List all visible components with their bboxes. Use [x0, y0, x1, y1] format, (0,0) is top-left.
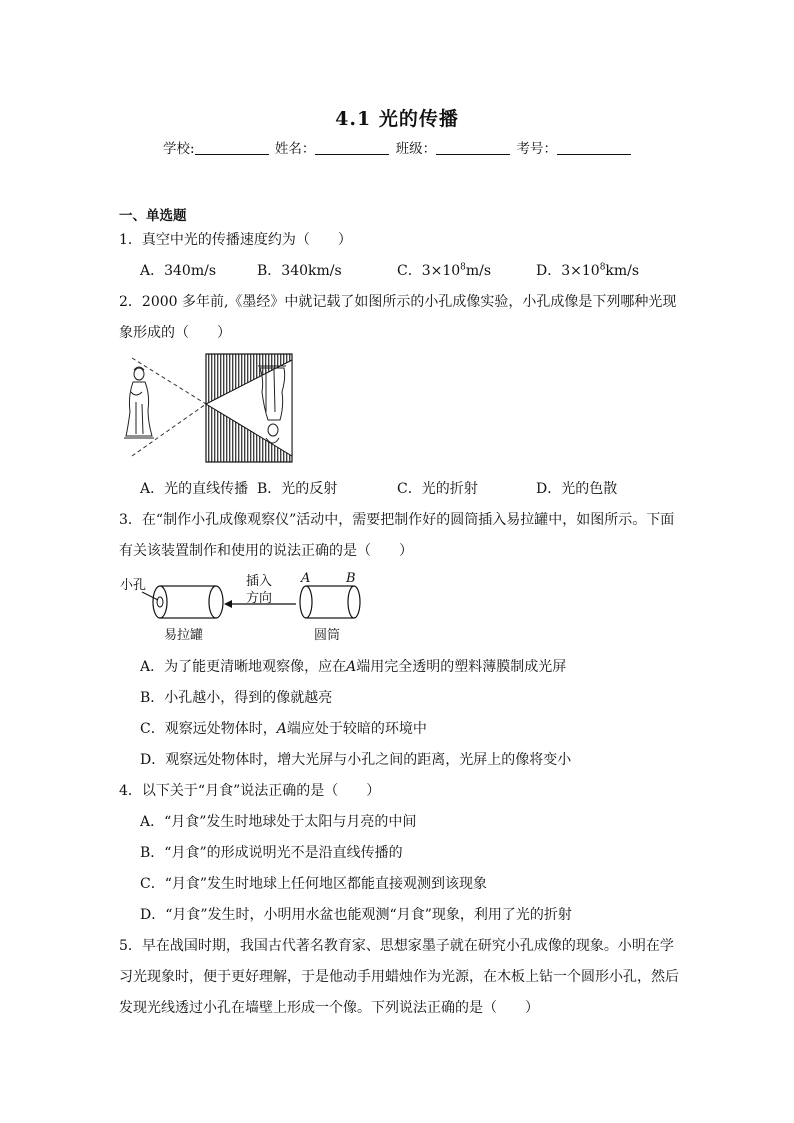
q1-option-b: B．340km/s — [257, 263, 342, 279]
fig-label-tube: 圆筒 — [314, 628, 341, 643]
q3-option-b: B．小孔越小，得到的像就越亮 — [140, 690, 333, 706]
class-label: 班级： — [395, 141, 437, 157]
question-3-stem-line2: 有关该装置制作和使用的说法正确的是（ ） — [119, 543, 413, 559]
question-2-stem-line2: 象形成的（ ） — [119, 325, 231, 341]
q2-option-a: A．光的直线传播 — [140, 481, 249, 497]
question-5-line3: 发现光线透过小孔在墙壁上形成一个像。下列说法正确的是（ ） — [119, 1000, 539, 1016]
question-1-stem: 1．真空中光的传播速度约为（ ） — [119, 232, 352, 248]
page-title: 4.1 光的传播 — [335, 108, 459, 130]
school-blank — [195, 140, 269, 155]
question-5-line1: 5．早在战国时期，我国古代著名教育家、思想家墨子就在研究小孔成像的现象。小明在学 — [119, 938, 674, 954]
q3-option-a: A．为了能更清晰地观察像，应在A端用完全透明的塑料薄膜制成光屏 — [140, 659, 567, 675]
fig-label-can: 易拉罐 — [164, 628, 204, 643]
q1-option-a: A．340m/s — [140, 263, 217, 279]
q4-option-c: C．“月食”发生时地球上任何地区都能直接观测到该现象 — [140, 876, 488, 892]
exam-number-blank — [557, 140, 631, 155]
school-label: 学校: — [163, 141, 195, 157]
q2-option-c: C．光的折射 — [397, 481, 478, 497]
student-info-line — [163, 137, 633, 157]
fig-label-a: A — [301, 571, 311, 586]
name-blank — [315, 140, 389, 155]
question-5-line2: 习光现象时，便于更好理解，于是他动手用蜡烛作为光源，在木板上钻一个圆形小孔，然后 — [119, 969, 679, 985]
name-label: 姓名： — [274, 141, 316, 157]
q2-option-b: B．光的反射 — [257, 481, 338, 497]
question-2-stem-line1: 2．2000 多年前,《墨经》中就记载了如图所示的小孔成像实验，小孔成像是下列哪种光现 — [119, 294, 677, 310]
q1-option-d: D．$3\times 10^8km/s$ — [536, 262, 640, 279]
exam-number-label: 考号： — [516, 141, 557, 157]
fig-label-b: B — [346, 571, 356, 586]
q3-option-c: C．观察远处物体时，A端应处于较暗的环境中 — [140, 721, 427, 737]
q4-option-a: A．“月食”发生时地球处于太阳与月亮的中间 — [140, 814, 417, 830]
q4-option-d: D．“月食”发生时，小明用水盆也能观测“月食”现象，利用了光的折射 — [140, 907, 572, 923]
pinhole-camera-figure — [118, 352, 298, 466]
section-heading: 一、单选题 — [119, 208, 187, 224]
fig-label-pinhole: 小孔 — [120, 578, 147, 593]
question-3-stem-line1: 3．在“制作小孔成像观察仪”活动中，需要把制作好的圆筒插入易拉罐中，如图所示。下面 — [119, 512, 675, 528]
q3-option-d: D．观察远处物体时，增大光屏与小孔之间的距离，光屏上的像将变小 — [140, 752, 572, 768]
q2-option-d: D．光的色散 — [536, 481, 618, 497]
fig-label-insert: 插入 — [246, 574, 273, 589]
class-blank — [436, 140, 510, 155]
fig-label-direction: 方向 — [246, 591, 273, 606]
question-4-stem: 4．以下关于“月食”说法正确的是（ ） — [119, 783, 381, 799]
q4-option-b: B．“月食”的形成说明光不是沿直线传播的 — [140, 845, 403, 861]
pinhole-viewer-figure — [118, 568, 368, 644]
q1-option-c: C．$3\times 10^8m/s$ — [397, 262, 492, 279]
